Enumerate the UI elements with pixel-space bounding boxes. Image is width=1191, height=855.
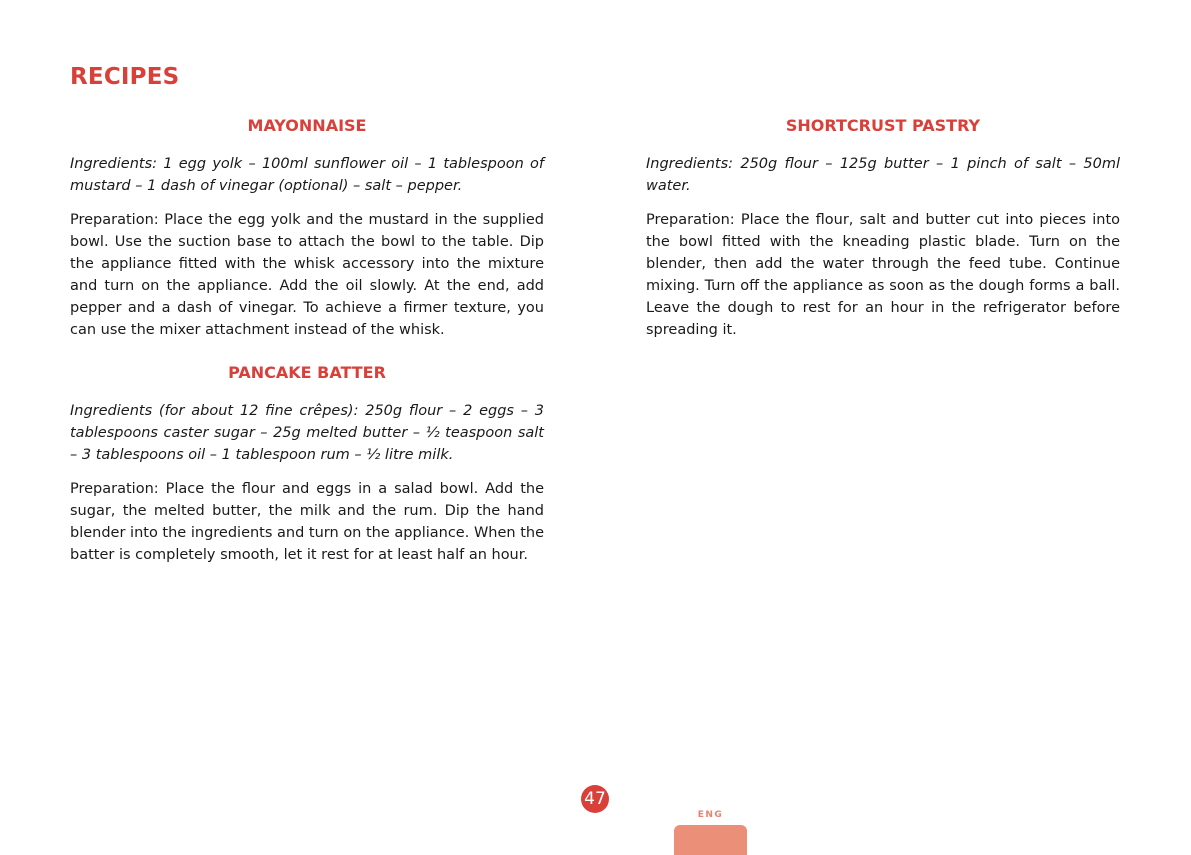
left-column xyxy=(70,115,544,566)
preparation-shortcrust-pastry: Preparation: Place the flour, salt and butter cut into pieces into the bowl fitted with the kneading plastic blade. Turn on the blender, then add the water through the feed tube. Continue mixing. Turn off the appliance as soon as the dough forms a ball. Leave the dough to rest for an hour in the refrigerator before spreading it. xyxy=(646,212,1120,338)
right-column xyxy=(646,115,1120,341)
recipe-title-mayonnaise: MAYONNAISE xyxy=(247,116,367,135)
recipe-title-shortcrust-pastry: SHORTCRUST PASTRY xyxy=(785,116,981,135)
language-label: ENG xyxy=(697,810,724,820)
recipe-title-pancake-batter: PANCAKE BATTER xyxy=(228,363,386,382)
ingredients-shortcrust-pastry: Ingredients: 250g flour – 125g butter – 1 pinch of salt – 50ml water. xyxy=(646,156,1120,194)
ingredients-pancake-batter: Ingredients (for about 12 fine crêpes): 250g flour – 2 eggs – 3 tablespoons caster sugar – 25g melted butter – ½ teaspoon salt – 3 tablespoons oil – 1 tablespoon rum – ½ litre milk. xyxy=(70,403,544,463)
preparation-mayonnaise: Preparation: Place the egg yolk and the mustard in the supplied bowl. Use the suction base to attach the bowl to the table. Dip the appliance fitted with the whisk accessory into the mixture and turn on the appliance. Add the oil slowly. At the end, add pepper and a dash of vinegar. To achieve a firmer texture, you can use the mixer attachment instead of the whisk. xyxy=(70,212,544,338)
recipe-mayonnaise xyxy=(70,115,544,341)
section-spacer xyxy=(70,341,544,362)
page-title: RECIPES xyxy=(70,64,180,90)
recipe-pancake-batter xyxy=(70,362,544,566)
page-number-badge: 47 xyxy=(581,785,609,813)
recipe-shortcrust-pastry xyxy=(646,115,1120,341)
preparation-pancake-batter: Preparation: Place the flour and eggs in a salad bowl. Add the sugar, the melted butter, the milk and the rum. Dip the hand blender into the ingredients and turn on the appliance. When the batter is completely smooth, let it rest for at least half an hour. xyxy=(70,481,544,563)
language-tab xyxy=(674,825,747,855)
ingredients-mayonnaise: Ingredients: 1 egg yolk – 100ml sunflower oil – 1 tablespoon of mustard – 1 dash of vinegar (optional) – salt – pepper. xyxy=(70,156,544,194)
